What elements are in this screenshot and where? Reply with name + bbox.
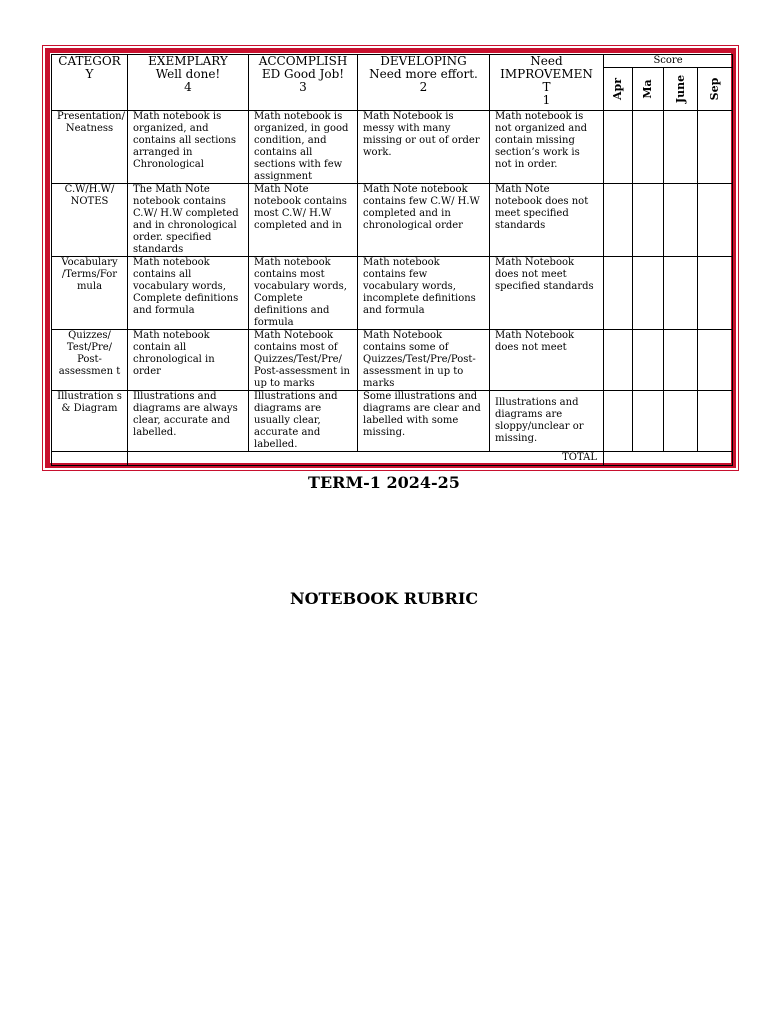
- level-subtitle: Well done!: [155, 67, 221, 81]
- rubric-cell: Math notebook is organized, in good condition, and contains all sections with few assignment: [249, 111, 358, 184]
- score-cell[interactable]: [633, 111, 664, 184]
- level-score: 4: [184, 80, 192, 94]
- row-category: Vocabulary /Terms/For mula: [52, 257, 128, 330]
- score-cell[interactable]: [633, 391, 664, 452]
- month-label: Apr: [611, 77, 624, 101]
- level-title: Need: [530, 54, 563, 68]
- score-cell[interactable]: [633, 330, 664, 391]
- rubric-cell: Math Notebook does not meet: [490, 330, 604, 391]
- rubric-cell: Illustrations and diagrams are usually clear, accurate and labelled.: [249, 391, 358, 452]
- header-row: [52, 55, 733, 68]
- rubric-cell: Math notebook contains all vocabulary words, Complete definitions and formula: [128, 257, 249, 330]
- score-cell[interactable]: [633, 184, 664, 257]
- score-cell[interactable]: [604, 391, 633, 452]
- total-row: [52, 452, 733, 466]
- score-cell[interactable]: [664, 391, 698, 452]
- score-cell[interactable]: [664, 111, 698, 184]
- month-header-may: [633, 68, 664, 111]
- score-cell[interactable]: [698, 330, 733, 391]
- level-title: EXEMPLARY: [148, 54, 228, 68]
- month-label: Ma: [641, 79, 654, 99]
- level-header-accomplished: [249, 55, 358, 111]
- level-score: 3: [299, 80, 307, 94]
- rubric-cell: Math notebook contains few vocabulary words, incomplete definitions and formula: [358, 257, 490, 330]
- rubric-cell: Math Note notebook contains few C.W/ H.W completed and in chronological order: [358, 184, 490, 257]
- rubric-cell: Illustrations and diagrams are always clear, accurate and labelled.: [128, 391, 249, 452]
- score-cell[interactable]: [698, 184, 733, 257]
- rubric-frame-inner: [45, 48, 736, 468]
- score-cell[interactable]: [664, 257, 698, 330]
- rubric-cell: Math Notebook contains most of Quizzes/Test/Pre/ Post-assessment in up to marks: [249, 330, 358, 391]
- row-category: C.W/H.W/ NOTES: [52, 184, 128, 257]
- score-cell[interactable]: [604, 257, 633, 330]
- level-score: 2: [419, 80, 428, 94]
- month-header-sep: [698, 68, 733, 111]
- score-cell[interactable]: [664, 184, 698, 257]
- level-subtitle: ED Good Job!: [261, 67, 345, 81]
- row-category: Presentation/ Neatness: [52, 111, 128, 184]
- rubric-cell: Math Notebook contains some of Quizzes/Test/Pre/Post-assessment in up to marks: [358, 330, 490, 391]
- score-cell[interactable]: [604, 111, 633, 184]
- row-category: Quizzes/ Test/Pre/ Post- assessmen t: [52, 330, 128, 391]
- month-label: Sep: [708, 77, 722, 101]
- level-subtitle: Need more effort.: [369, 67, 478, 81]
- category-header: CATEGOR Y: [52, 55, 128, 111]
- total-score-cell[interactable]: [604, 452, 733, 466]
- level-title: DEVELOPING: [380, 54, 467, 68]
- rubric-cell: Math Note notebook does not meet specified standards: [490, 184, 604, 257]
- month-header-june: [664, 68, 698, 111]
- month-label: June: [673, 74, 687, 104]
- rubric-cell: Some illustrations and diagrams are clear and labelled with some missing.: [358, 391, 490, 452]
- rubric-cell: The Math Note notebook contains C.W/ H.W completed and in chronological order. specified standards: [128, 184, 249, 257]
- row-category: Illustration s & Diagram: [52, 391, 128, 452]
- term-title: TERM-1 2024-25: [308, 473, 460, 492]
- rubric-row-illustrations: [52, 391, 733, 452]
- rubric-row-cw-hw-notes: [52, 184, 733, 257]
- level-title: ACCOMPLISH: [258, 54, 348, 68]
- rubric-cell: Math Notebook is messy with many missing or out of order work.: [358, 111, 490, 184]
- level-subtitle: IMPROVEMEN T: [500, 67, 593, 94]
- rubric-row-quizzes: [52, 330, 733, 391]
- rubric-row-vocabulary: [52, 257, 733, 330]
- total-blank-cell: [52, 452, 128, 466]
- rubric-title: NOTEBOOK RUBRIC: [289, 589, 479, 608]
- rubric-cell: Math Note notebook contains most C.W/ H.W completed and in: [249, 184, 358, 257]
- level-header-developing: [358, 55, 490, 111]
- rubric-row-presentation: [52, 111, 733, 184]
- level-header-exemplary: [128, 55, 249, 111]
- rubric-frame: [42, 45, 739, 471]
- rubric-cell: Math notebook is organized, and contains all sections arranged in Chronological: [128, 111, 249, 184]
- rubric-cell: Illustrations and diagrams are sloppy/unclear or missing.: [490, 391, 604, 452]
- rubric-cell: Math Notebook does not meet specified standards: [490, 257, 604, 330]
- rubric-cell: Math notebook is not organized and contain missing section’s work is not in order.: [490, 111, 604, 184]
- score-cell[interactable]: [664, 330, 698, 391]
- rubric-cell: Math notebook contains most vocabulary words, Complete definitions and formula: [249, 257, 358, 330]
- level-score: 1: [542, 93, 551, 107]
- month-header-apr: [604, 68, 633, 111]
- score-cell[interactable]: [698, 257, 733, 330]
- score-cell[interactable]: [698, 391, 733, 452]
- rubric-table: [51, 54, 733, 466]
- score-cell[interactable]: [604, 184, 633, 257]
- score-cell[interactable]: [698, 111, 733, 184]
- rubric-cell: Math notebook contain all chronological in order: [128, 330, 249, 391]
- score-header: Score: [604, 55, 733, 68]
- score-cell[interactable]: [633, 257, 664, 330]
- total-label: TOTAL: [128, 452, 604, 466]
- level-header-needs-improvement: [490, 55, 604, 111]
- score-cell[interactable]: [604, 330, 633, 391]
